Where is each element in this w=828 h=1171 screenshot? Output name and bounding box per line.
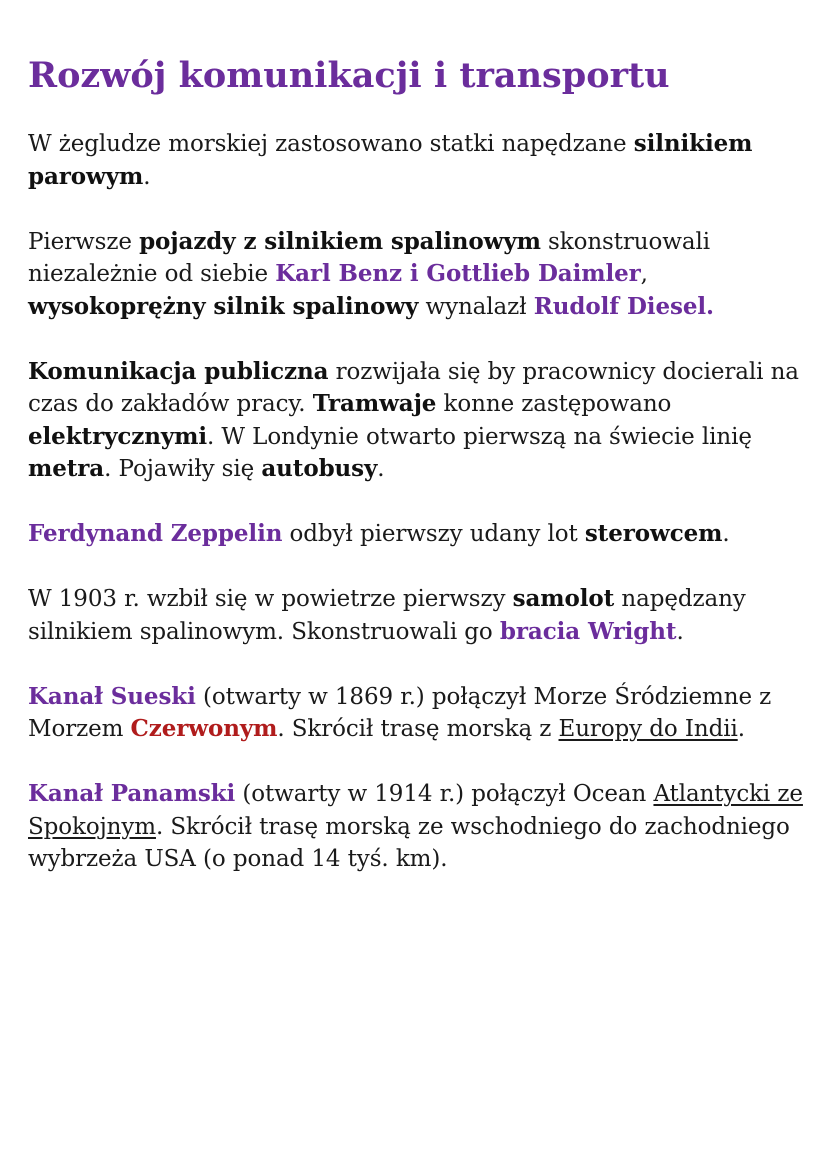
text-segment: W żegludze morskiej zastosowano statki napędzane	[28, 131, 634, 157]
highlight-purple: Kanał Sueski	[28, 682, 196, 710]
text-segment: . Skrócił trasę morską ze wschodniego do zachodniego wybrzeża USA (o ponad 14 tyś. km).	[28, 813, 790, 872]
highlight-underline: Atlantycki ze Spokojnym	[28, 781, 803, 840]
paragraph-pojazdy	[28, 226, 808, 324]
highlight-underline: Europy do Indii	[558, 716, 738, 742]
paragraph-zeppelin	[28, 518, 808, 551]
text-segment: W 1903 r. wzbił się w powietrze pierwszy	[28, 586, 513, 612]
text-segment: . Skrócił trasę morską z	[277, 716, 559, 742]
highlight-purple: Kanał Panamski	[28, 780, 236, 807]
highlight-purple: bracia Wright	[499, 617, 677, 645]
document-body	[28, 128, 808, 876]
text-segment: napędzany silnikiem spalinowym. Skonstruowali go	[28, 586, 746, 645]
highlight-bold: autobusy	[261, 455, 378, 482]
text-segment: . W Londynie otwarto pierwszą na świecie linię	[206, 423, 752, 450]
highlight-bold: metra	[28, 455, 105, 482]
paragraph-zegluga	[28, 128, 808, 193]
highlight-purple: Rudolf Diesel.	[533, 292, 714, 320]
highlight-red: Czerwonym	[130, 715, 278, 742]
text-segment: (otwarty w 1914 r.) połączył Ocean	[235, 781, 654, 807]
text-segment: rozwijała się by pracownicy docierali na czas do zakładów pracy.	[28, 358, 799, 417]
highlight-bold: Tramwaje	[312, 390, 437, 417]
highlight-bold: Komunikacja publiczna	[28, 357, 329, 385]
text-segment: Pierwsze	[28, 228, 140, 255]
text-segment: .	[143, 163, 151, 190]
highlight-purple: Ferdynand Zeppelin	[28, 520, 283, 547]
text-segment: ,	[640, 261, 648, 287]
text-segment: skonstruowali niezależnie od siebie	[28, 228, 710, 287]
text-segment: .	[676, 618, 684, 645]
highlight-bold: silnikiem parowym	[28, 130, 753, 190]
page-title: Rozwój komunikacji i transportu	[28, 55, 670, 96]
paragraph-sueski	[28, 681, 808, 746]
highlight-bold: wysokoprężny silnik spalinowy	[28, 292, 419, 320]
paragraph-komunikacja	[28, 356, 808, 486]
text-segment: .	[737, 716, 745, 742]
paragraph-samolot	[28, 583, 808, 648]
text-segment: . Pojawiły się	[104, 456, 262, 482]
text-segment: .	[722, 521, 730, 547]
text-segment: wynalazł	[418, 293, 534, 320]
text-segment: (otwarty w 1869 r.) połączył Morze Śródziemne z Morzem	[28, 683, 772, 742]
text-segment: odbył pierwszy udany lot	[282, 521, 585, 547]
highlight-bold: elektrycznymi	[28, 422, 207, 450]
highlight-bold: pojazdy z silnikiem spalinowym	[139, 227, 541, 255]
highlight-bold: sterowcem	[584, 520, 723, 547]
highlight-purple: Karl Benz i Gottlieb Daimler	[275, 260, 641, 287]
text-segment: konne zastępowano	[436, 391, 672, 417]
text-segment: .	[377, 456, 385, 482]
paragraph-panamski	[28, 778, 808, 876]
highlight-bold: samolot	[512, 585, 615, 612]
